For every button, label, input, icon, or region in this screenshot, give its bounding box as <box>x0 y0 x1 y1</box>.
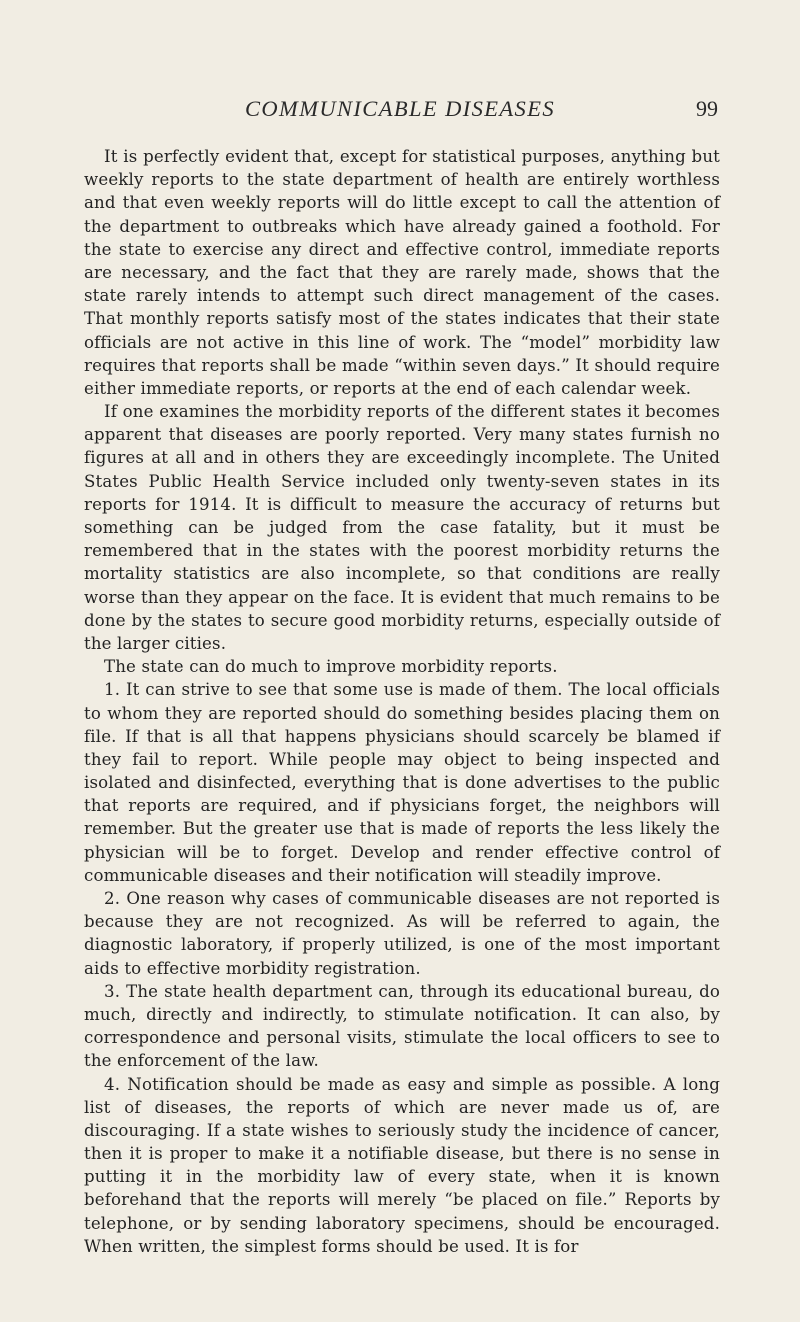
body-text <box>84 145 720 1258</box>
paragraph-reporting-frequency: It is perfectly evident that, except for statistical purposes, anything but weekly reports to the state department of health are entirely worthless and that even weekly reports will do little except to call the attention of the department to outbreaks which have already gained a foothold. For the state to exercise any direct and effective control, immediate reports are necessary, and the fact that they are rarely made, shows that the state rarely intends to attempt such direct management of the cases. That monthly reports satisfy most of the states indicates that their state officials are not active in this line of work. The “model” morbidity law requires that reports shall be made “within seven days.” It should require either immediate reports, or reports at the end of each calendar week. <box>84 147 720 398</box>
paragraph-state-can-improve: The state can do much to improve morbidity reports. <box>104 657 558 677</box>
chapter-title: COMMUNICABLE DISEASES <box>245 96 555 121</box>
list-item-2: 2. One reason why cases of communicable diseases are not reported is because they are not recognized. As will be referred to again, the diagnostic laboratory, if properly utilized, is one of the most important aids to effective morbidity registration. <box>84 889 720 978</box>
list-item-1: 1. It can strive to see that some use is made of them. The local officials to whom they are reported should do something besides placing them on file. If that is all that happens physicians should scarcely be blamed if they fail to report. While people may object to being inspected and isolated and disinfected, everything that is done advertises to the public that reports are required, and if physicians forget, the neighbors will remember. But the greater use that is made of reports the less likely the physician will be to forget. Develop and render effective control of communicable diseases and their notification will steadily improve. <box>84 680 720 885</box>
paragraph-poor-reporting: If one examines the morbidity reports of the different states it becomes apparent that diseases are poorly reported. Very many states furnish no figures at all and in others they are exceedingly incomplete. The United States Public Health Service included only twenty-seven states in its reports for 1914. It is difficult to measure the accuracy of returns but something can be judged from the case fatality, but it must be remembered that in the states with the poorest morbidity returns the mortality statistics are also incomplete, so that conditions are really worse than they appear on the face. It is evident that much remains to be done by the states to secure good morbidity returns, especially outside of the larger cities. <box>84 402 720 653</box>
page-number: 99 <box>696 96 718 121</box>
list-item-4: 4. Notification should be made as easy and simple as possible. A long list of diseases, the reports of which are never made us of, are discouraging. If a state wishes to seriously study the incidence of cancer, then it is proper to make it a notifiable disease, but there is no sense in putting it in the morbidity law of every state, when it is known beforehand that the reports will merely “be placed on file.” Reports by telephone, or by sending laboratory specimens, should be encouraged. When written, the simplest forms should be used. It is for <box>84 1074 720 1256</box>
list-item-3: 3. The state health department can, through its educational bureau, do much, directly and indirectly, to stimulate notification. It can also, by correspondence and personal visits, stimulate the local officers to see to the enforcement of the law. <box>84 981 720 1071</box>
running-head <box>0 96 800 126</box>
